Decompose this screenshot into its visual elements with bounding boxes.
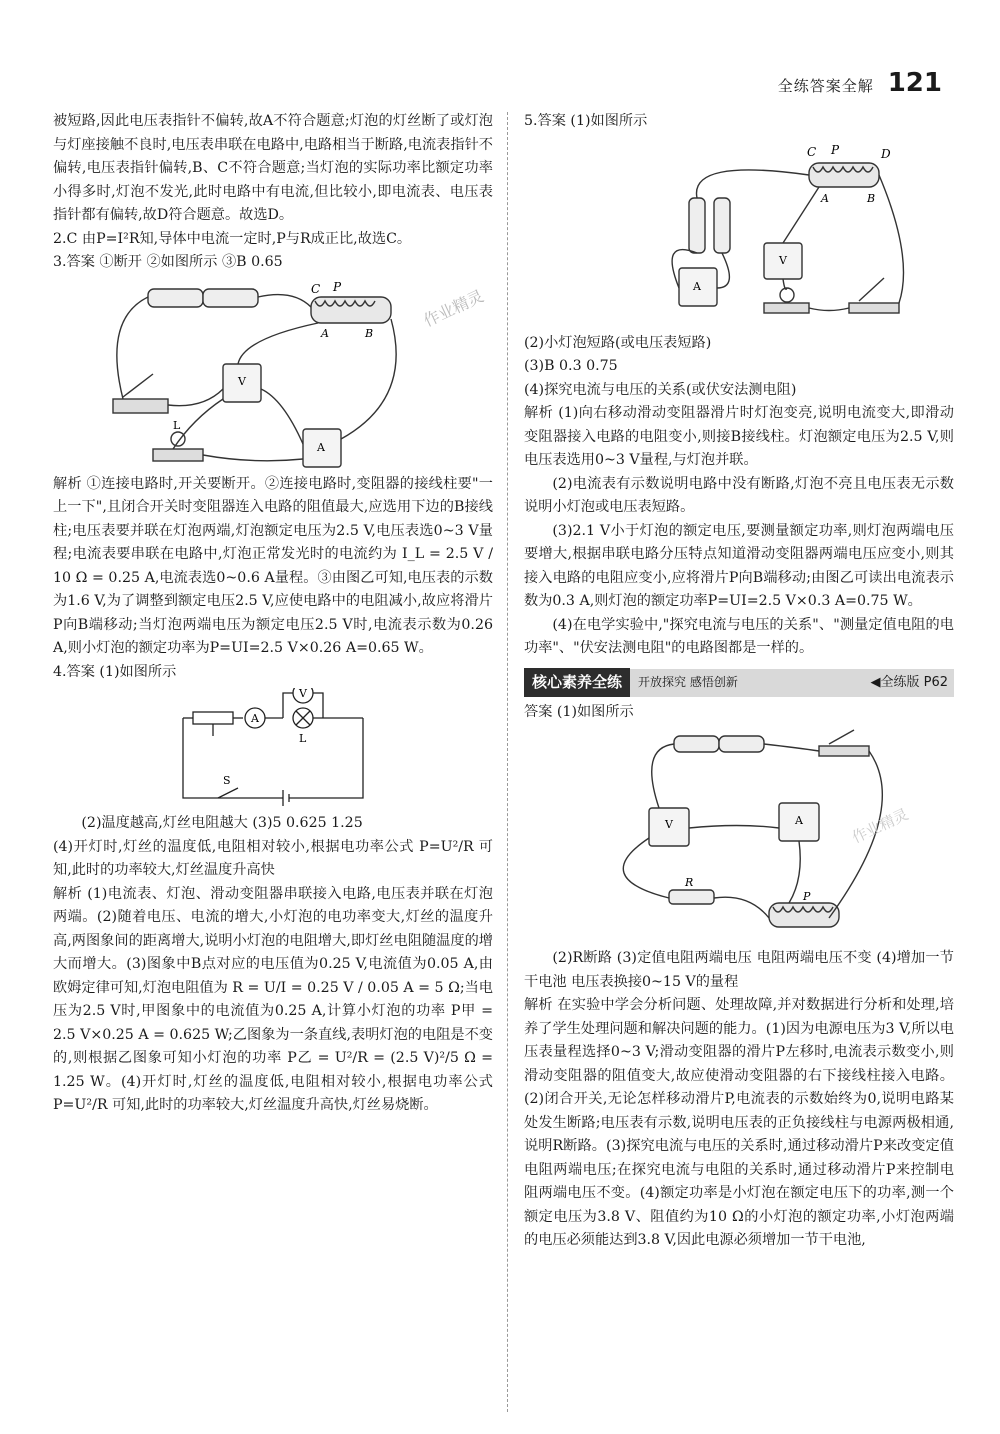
- q4-circuit-diagram: [163, 688, 383, 808]
- core-answer: 答案 (1)如图所示: [524, 703, 634, 720]
- slider-label: P: [803, 890, 811, 903]
- label-p: P: [333, 279, 342, 294]
- watermark-stamp: 作业精灵: [420, 286, 487, 331]
- voltmeter-symbol-label: V: [299, 688, 307, 700]
- label-a: A: [321, 326, 329, 340]
- q5-circuit-figure: [569, 138, 909, 328]
- label-p-2: P: [831, 142, 840, 157]
- q5-analysis-3: (3)2.1 V小于灯泡的额定电压,要测量额定功率,则灯泡两端电压要增大,根据串联电路分压特点知道滑动变阻器两端电压应变小,则其接入电路的电阻应变小,应将滑片P向B端移动;由图乙可读出电流表示数为0.3 A,则灯泡的额定功率P=UI=2.5 V×0.3 A=0.75 W。: [524, 522, 954, 609]
- q5-answer-2: (2)小灯泡短路(或电压表短路): [524, 334, 712, 351]
- voltmeter-label: V: [238, 374, 246, 388]
- label-b: B: [365, 326, 374, 340]
- banner-title: 核心素养全练: [524, 668, 630, 698]
- lamp-symbol-label: L: [299, 732, 307, 745]
- voltmeter-label-2: V: [779, 253, 787, 267]
- q5-answer: 5.答案 (1)如图所示: [524, 113, 648, 129]
- q3-circuit-figure: [93, 279, 453, 469]
- q4-answer: 4.答案 (1)如图所示: [53, 663, 177, 680]
- q5-answer-4: (4)探究电流与电压的关系(或伏安法测电阻): [524, 381, 797, 398]
- label-b-2: B: [867, 191, 876, 205]
- label-c-2: C: [807, 144, 817, 159]
- page-number: 121: [887, 68, 942, 98]
- label-c: C: [311, 281, 321, 296]
- label-d: D: [881, 146, 891, 161]
- header-title: 全练答案全解: [777, 77, 874, 95]
- resistor-label: R: [685, 876, 694, 889]
- banner-reference: ◀全练版 P62: [870, 674, 948, 690]
- q5-answer-3: (3)B 0.3 0.75: [524, 358, 618, 374]
- ammeter-label-2: A: [693, 279, 701, 293]
- ammeter-symbol-label: A: [251, 712, 259, 725]
- core-analysis: 解析 在实验中学会分析问题、处理故障,并对数据进行分析和处理,培养了学生处理问题和解决问题的能力。(1)因为电源电压为3 V,所以电压表量程选择0~3 V;滑动变阻器的滑片P左移时,电流表示数变小,则滑动变阻器的阻值变大,故应使滑动变阻器的右下接线柱接入电路。(2)闭合开关,无论怎样移动滑片P,电流表的示数始终为0,说明电路某处发生断路;电压表有示数,说明电压表的正负接线柱与电源两极相通,说明R断路。(3)探究电流与电压的关系时,通过移动滑片P来改变定值电阻两端电压;在探究电流与电阻的关系时,通过移动滑片P来控制电阻两端电压不变。(4)额定功率是小灯泡在额定电压下的功率,测一个额定电压为3.8 V、阻值约为10 Ω的小灯泡的额定功率,小灯泡两端的电压必须能达到3.8 V,因此电源必须增加一节干电池,: [524, 997, 954, 1248]
- voltmeter-label-3: V: [665, 818, 673, 831]
- q4-answer-4: (4)开灯时,灯丝的温度低,电阻相对较小,根据电功率公式 P=U²/R 可知,此时的功率较大,灯丝温度升高快: [53, 838, 493, 878]
- q5-analysis-1: 解析 (1)向右移动滑动变阻器滑片时灯泡变亮,说明电流变大,即滑动变阻器接入电路的电阻变小,则接B接线柱。灯泡额定电压为2.5 V,则电压表选用0~3 V量程,与灯泡并联。: [524, 405, 954, 468]
- q5-analysis-4: (4)在电学实验中,"探究电流与电压的关系"、"测量定值电阻的电功率"、"伏安法测电阻"的电路图都是一样的。: [524, 616, 954, 656]
- q3-analysis: 解析 ①连接电路时,开关要断开。②连接电路时,变阻器的接线柱要"一上一下",且闭合开关时变阻器连入电路的阻值最大,应选用下边的B接线柱;电压表要并联在灯泡两端,灯泡额定电压为2.5 V,电压表选0~3 V量程;电流表要串联在电路中,灯泡正常发光时的电流约为 I_L = 2.5 V / 10 Ω = 0.25 A,电流表选0~0.6 A量程。③由图乙可知,电压表的示数为1.6 V,为了调整到额定电压2.5 V,应使电路中的电阻减小,故应将滑片P向B端移动;当灯泡两端电压为额定电压2.5 V时,电流表示数为0.26 A,则小灯泡的额定功率为P=UI=2.5 V×0.26 A=0.65 W。: [53, 475, 493, 656]
- q2-answer: 2.C 由P=I²R知,导体中电流一定时,P与R成正比,故选C。: [53, 230, 412, 247]
- ammeter-label-3: A: [795, 814, 803, 827]
- q1-continuation: 被短路,因此电压表指针不偏转,故A不符合题意;灯泡的灯丝断了或灯泡与灯座接触不良时,电压表串联在电路中,电路相当于断路,电流表指针不偏转,电压表指针偏转,B、C不符合题意;当灯泡的实际功率比额定功率小得多时,灯泡不发光,此时电路中有电流,但比较小,即电流表、电压表指针都有偏转,故D符合题意。故选D。: [53, 113, 493, 223]
- q4-answer-2-3: (2)温度越高,灯丝电阻越大 (3)5 0.625 1.25: [81, 815, 363, 831]
- section-banner: [524, 669, 954, 697]
- watermark-small: 作业精灵: [849, 805, 912, 847]
- banner-subtitle: 开放探究 感悟创新: [638, 674, 738, 689]
- page-header: [778, 68, 942, 98]
- right-column: [524, 110, 954, 1253]
- label-a-2: A: [821, 191, 829, 205]
- core-answer-2: (2)R断路 (3)定值电阻两端电压 电阻两端电压不变 (4)增加一节干电池 电压表换接0~15 V的量程: [524, 950, 954, 990]
- q3-answer: 3.答案 ①断开 ②如图所示 ③B 0.65: [53, 254, 283, 270]
- q5-analysis-2: (2)电流表有示数说明电路中没有断路,灯泡不亮且电压表无示数说明小灯泡或电压表短路。: [524, 475, 954, 515]
- lamp-label: L: [173, 418, 181, 432]
- left-column: [53, 110, 493, 1118]
- q4-analysis: 解析 (1)电流表、灯泡、滑动变阻器串联接入电路,电压表并联在灯泡两端。(2)随着电压、电流的增大,小灯泡的电功率变大,灯丝的温度升高,两图象间的距离增大,说明小灯泡的电阻增大,即灯丝电阻随温度的增大而增大。(3)图象中B点对应的电压值为0.25 V,电流值为0.05 A,由欧姆定律可知,灯泡电阻值为 R = U/I = 0.25 V / 0.05 A = 5 Ω;当电压为2.5 V时,甲图象中的电流值为0.25 A,计算小灯泡的功率 P甲 = 2.5 V×0.25 A = 0.625 W;乙图象为一条直线,表明灯泡的电阻是不变的,则根据乙图象可知小灯泡的功率 P乙 = U²/R = (2.5 V)²/5 Ω = 1.25 W。(4)开灯时,灯丝的温度低,电阻相对较小,根据电功率公式 P=U²/R 可知,此时的功率较大,灯丝温度升高快,灯丝易烧断。: [53, 885, 493, 1113]
- ammeter-label: A: [317, 440, 325, 454]
- switch-symbol-label: S: [223, 774, 231, 787]
